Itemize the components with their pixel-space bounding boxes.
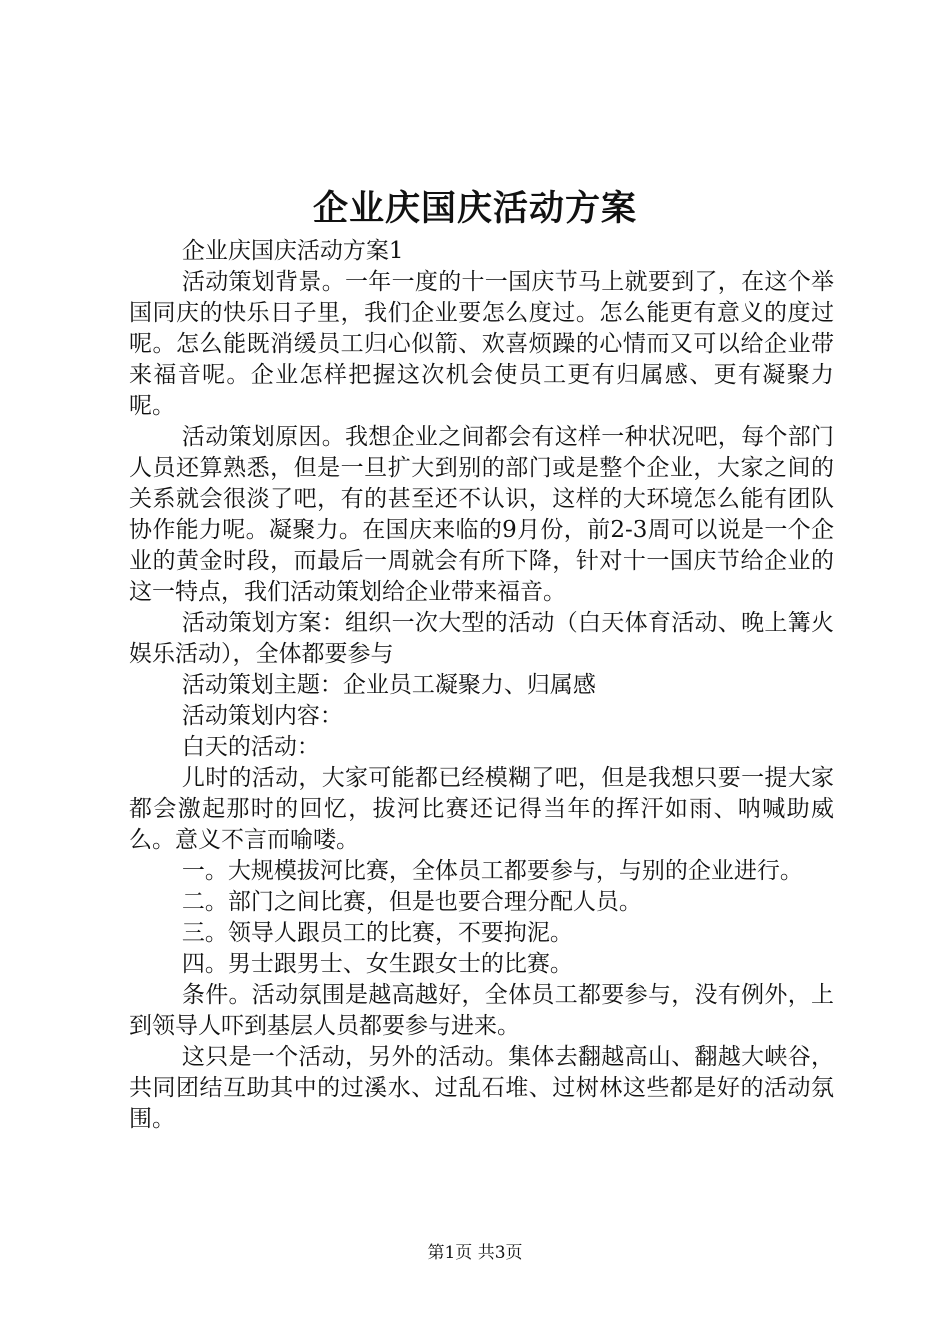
paragraph-item-4: 四。男士跟男士、女生跟女士的比赛。	[181, 951, 573, 977]
document-title: 企业庆国庆活动方案	[312, 188, 637, 229]
paragraph-daytime-heading: 白天的活动：	[181, 734, 320, 760]
paragraph-item-1: 一。大规模拔河比赛，全体员工都要参与，与别的企业进行。	[181, 858, 803, 884]
paragraph-theme: 活动策划主题：企业员工凝聚力、归属感	[181, 672, 596, 698]
paragraph-plan: 活动策划方案：组织一次大型的活动（白天体育活动、晚上篝火娱乐活动），全体都要参与	[129, 610, 834, 667]
paragraph-subtitle: 企业庆国庆活动方案1	[181, 238, 404, 264]
paragraph-background: 活动策划背景。一年一度的十一国庆节马上就要到了，在这个举国同庆的快乐日子里，我们企业要怎么度过。怎么能更有意义的度过呢。怎么能既消缓员工归心似箭、欢喜烦躁的心情而又可以给企业带来福音呢。企业怎样把握这次机会使员工更有归属感、更有凝聚力呢。	[129, 269, 834, 419]
document-body	[129, 236, 834, 1135]
paragraph-reason: 活动策划原因。我想企业之间都会有这样一种状况吧，每个部门人员还算熟悉，但是一旦扩大到别的部门或是整个企业，大家之间的关系就会很淡了吧，有的甚至还不认识，这样的大环境怎么能有团队协作能力呢。凝聚力。在国庆来临的9月份，前2-3周可以说是一个企业的黄金时段，而最后一周就会有所下降，针对十一国庆节给企业的这一特点，我们活动策划给企业带来福音。	[129, 424, 834, 605]
paragraph-other-activity: 这只是一个活动，另外的活动。集体去翻越高山、翻越大峡谷，共同团结互助其中的过溪水、过乱石堆、过树林这些都是好的活动氛围。	[129, 1044, 834, 1132]
paragraph-item-2: 二。部门之间比赛，但是也要合理分配人员。	[181, 889, 642, 915]
page-number-footer: 第1页 共3页	[427, 1243, 523, 1263]
paragraph-item-3: 三。领导人跟员工的比赛，不要拘泥。	[181, 920, 573, 946]
paragraph-childhood: 儿时的活动，大家可能都已经模糊了吧，但是我想只要一提大家都会激起那时的回忆，拔河比赛还记得当年的挥汗如雨、呐喊助威么。意义不言而喻喽。	[129, 765, 834, 853]
paragraph-conditions: 条件。活动氛围是越高越好，全体员工都要参与，没有例外，上到领导人吓到基层人员都要参与进来。	[129, 982, 834, 1039]
paragraph-content-heading: 活动策划内容：	[181, 703, 343, 729]
